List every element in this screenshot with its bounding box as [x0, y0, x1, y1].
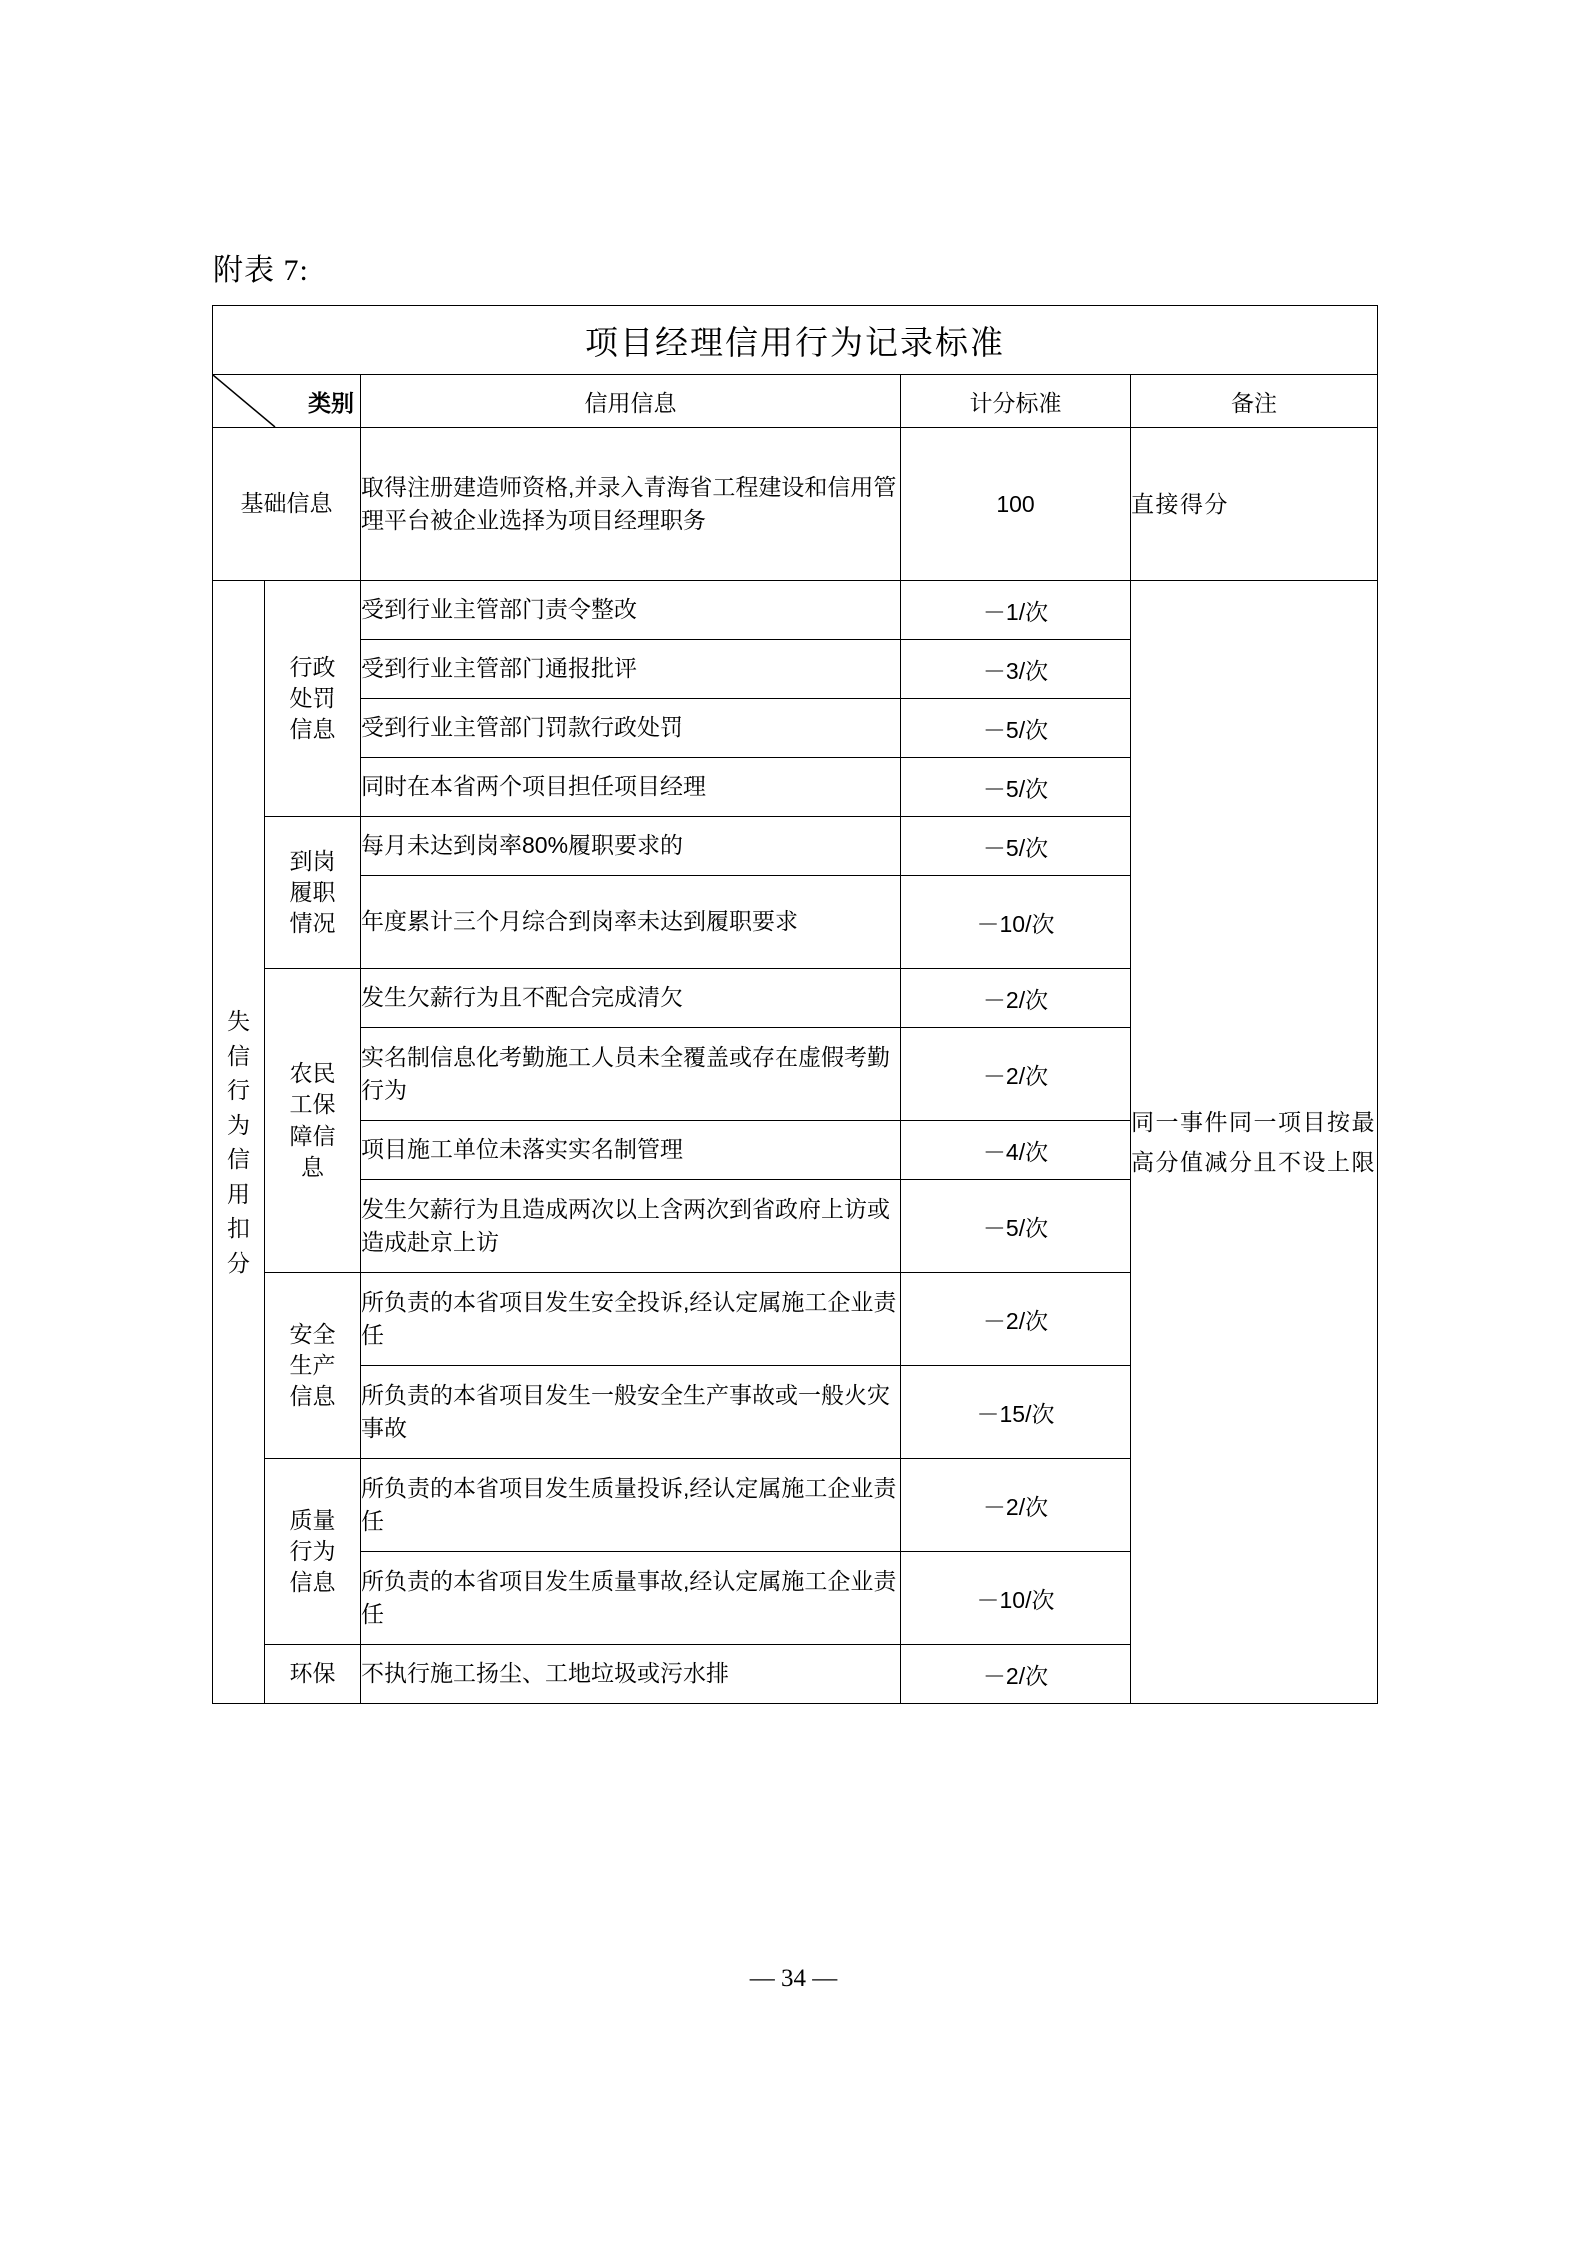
- cell-credit-info: 每月未达到岗率80%履职要求的: [361, 817, 901, 876]
- cell-score: －5/次: [901, 1180, 1131, 1273]
- group-quality-behavior-label: 质量 行为 信息: [265, 1459, 361, 1645]
- group-migrant-worker-label: 农民 工保 障信 息: [265, 969, 361, 1273]
- cell-credit-info: 取得注册建造师资格,并录入青海省工程建设和信用管理平台被企业选择为项目经理职务: [361, 428, 901, 581]
- group-attendance-label: 到岗 履职 情况: [265, 817, 361, 969]
- cell-score: －10/次: [901, 1552, 1131, 1645]
- header-corner-diagonal: [213, 375, 361, 428]
- cell-credit-info: 同时在本省两个项目担任项目经理: [361, 758, 901, 817]
- cell-credit-info: 发生欠薪行为且不配合完成清欠: [361, 969, 901, 1028]
- cell-score: －2/次: [901, 1273, 1131, 1366]
- cell-score: －5/次: [901, 699, 1131, 758]
- table-title-row: [213, 306, 1378, 375]
- cell-credit-info: 所负责的本省项目发生质量投诉,经认定属施工企业责任: [361, 1459, 901, 1552]
- cell-score: －4/次: [901, 1121, 1131, 1180]
- cell-score: －2/次: [901, 1645, 1131, 1704]
- cell-score: －2/次: [901, 969, 1131, 1028]
- cell-score: 100: [901, 428, 1131, 581]
- cell-credit-info: 所负责的本省项目发生安全投诉,经认定属施工企业责任: [361, 1273, 901, 1366]
- credit-standard-table: [212, 305, 1378, 1704]
- cell-credit-info: 受到行业主管部门罚款行政处罚: [361, 699, 901, 758]
- header-category: 类别: [308, 390, 354, 416]
- cell-remark: 同一事件同一项目按最高分值减分且不设上限: [1131, 581, 1378, 1704]
- cell-credit-info: 年度累计三个月综合到岗率未达到履职要求: [361, 876, 901, 969]
- header-credit-info: 信用信息: [361, 375, 901, 428]
- table-row: [213, 581, 1378, 640]
- table-header-row: [213, 375, 1378, 428]
- cell-credit-info: 项目施工单位未落实实名制管理: [361, 1121, 901, 1180]
- cell-score: －15/次: [901, 1366, 1131, 1459]
- section-basic-info-label: 基础信息: [213, 428, 361, 581]
- cell-score: －5/次: [901, 758, 1131, 817]
- cell-credit-info: 所负责的本省项目发生一般安全生产事故或一般火灾事故: [361, 1366, 901, 1459]
- cell-credit-info: 受到行业主管部门责令整改: [361, 581, 901, 640]
- header-remark: 备注: [1131, 375, 1378, 428]
- header-score-standard: 计分标准: [901, 375, 1131, 428]
- section-credit-deduction-label: 失 信 行 为 信 用 扣 分: [213, 581, 265, 1704]
- group-safety-production-label: 安全 生产 信息: [265, 1273, 361, 1459]
- cell-credit-info: 所负责的本省项目发生质量事故,经认定属施工企业责任: [361, 1552, 901, 1645]
- cell-credit-info: 受到行业主管部门通报批评: [361, 640, 901, 699]
- page-number: — 34 —: [749, 1965, 838, 1992]
- cell-remark: 直接得分: [1131, 428, 1378, 581]
- table-title: 项目经理信用行为记录标准: [213, 306, 1378, 375]
- cell-credit-info: 实名制信息化考勤施工人员未全覆盖或存在虚假考勤行为: [361, 1028, 901, 1121]
- cell-score: －10/次: [901, 876, 1131, 969]
- cell-score: －1/次: [901, 581, 1131, 640]
- cell-score: －2/次: [901, 1028, 1131, 1121]
- cell-score: －2/次: [901, 1459, 1131, 1552]
- group-environmental-label: 环保: [265, 1645, 361, 1704]
- cell-credit-info: 不执行施工扬尘、工地垃圾或污水排: [361, 1645, 901, 1704]
- attachment-label: 附表 7:: [213, 254, 309, 287]
- group-administrative-penalty-label: 行政 处罚 信息: [265, 581, 361, 817]
- table-row: [213, 428, 1378, 581]
- cell-score: －3/次: [901, 640, 1131, 699]
- cell-score: －5/次: [901, 817, 1131, 876]
- cell-credit-info: 发生欠薪行为且造成两次以上含两次到省政府上访或造成赴京上访: [361, 1180, 901, 1273]
